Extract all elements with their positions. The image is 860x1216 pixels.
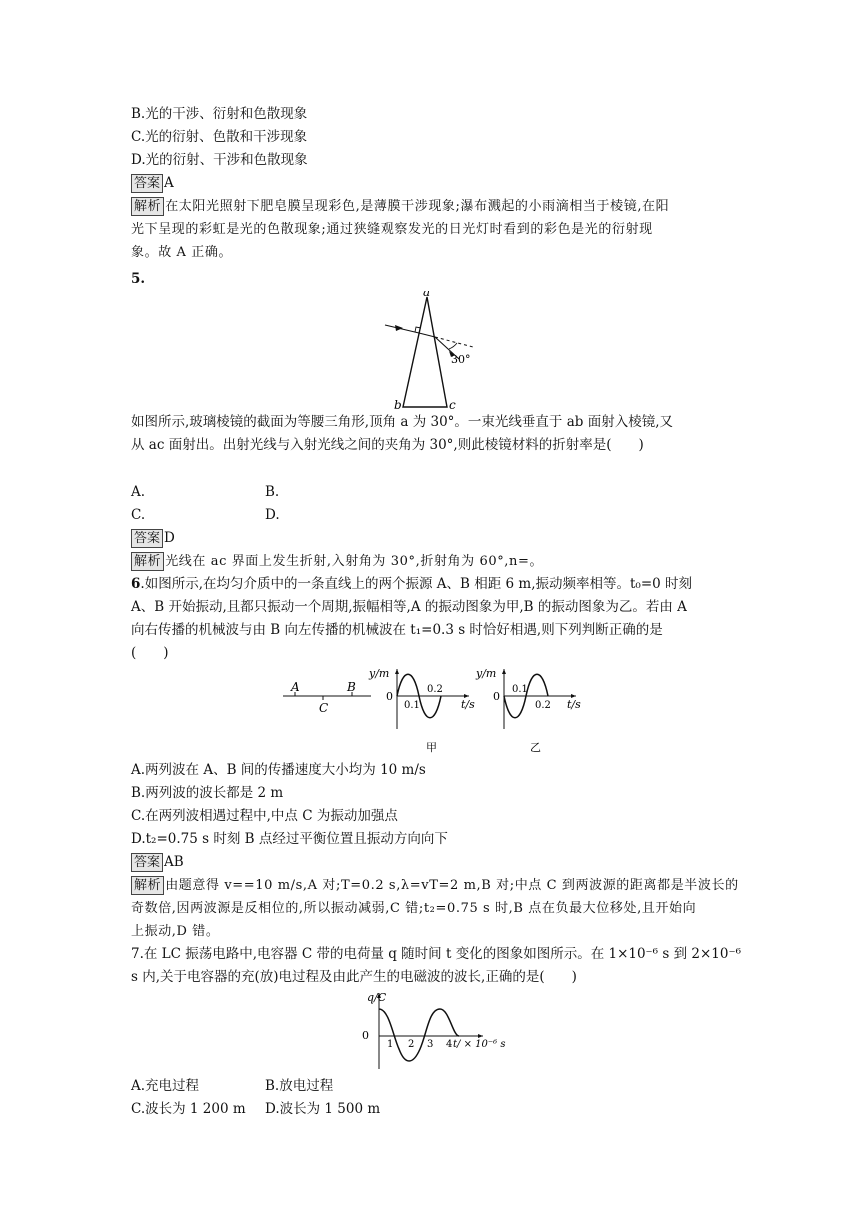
answer-tag: 答案 [131,174,163,193]
q5-stem-line-2: 从 ac 面射出。出射光线与入射光线之间的夹角为 30°,则此棱镜材料的折射率是( ) [131,437,644,453]
q6-option-c: C.在两列波相遇过程中,中点 C 为振动加强点 [131,808,398,824]
yi-t-label: t/s [567,698,581,711]
q6-answer-value: AB [164,854,184,870]
analysis-tag: 解析 [131,197,164,216]
q5-option-d: D. [265,507,280,523]
q7-options [131,1075,731,1121]
answer-tag: 答案 [131,529,163,548]
q7-t-label: t/ × 10⁻⁶ s [453,1039,506,1050]
q5-option-b: B. [265,484,280,500]
q4-option-c: C.光的衍射、色散和干涉现象 [131,129,308,145]
q6-number: 6 [131,576,141,592]
jia-tick-0.2: 0.2 [427,684,443,695]
q7-t-arrow [478,1034,483,1038]
wave-diagrams [131,665,731,757]
prism-diagram [131,291,731,409]
jia-t-label: t/s [461,698,475,711]
q5-answer-value: D [164,530,175,546]
q6-analysis-line-1: 由题意得 v==10 m/s,A 对;T=0.2 s,λ=vT=2 m,B 对;中点 C 到两波源的距离都是半波长的 [165,878,739,893]
q4-option-d: D.光的衍射、干涉和色散现象 [131,152,308,168]
q6-wave-figure [131,665,731,757]
q7-option-a: A.充电过程 [131,1078,200,1094]
q6-analysis [131,874,739,897]
q7-lc-figure [131,989,731,1075]
lc-charge-graph [131,989,731,1075]
prism-triangle [403,297,447,407]
q4-answer [131,172,731,195]
q4-analysis-line-3: 象。故 A 正确。 [131,245,233,260]
q7-q-label: q/C [367,991,387,1004]
jia-tick-0.1: 0.1 [404,700,420,711]
yi-tick-0.2: 0.2 [535,700,551,711]
answer-tag: 答案 [131,853,163,872]
q6-analysis-line-2: 奇数倍,因两波源是反相位的,所以振动减弱,C 错;t₂=0.75 s 时,B 点在负最大位移处,且开始向 [131,901,697,916]
label-midpoint-c: C [319,701,329,715]
analysis-tag: 解析 [131,552,164,571]
yi-y-arrow [502,669,506,674]
q7-stem-line-2: s 内,关于电容器的充(放)电过程及由此产生的电磁波的波长,正确的是( ) [131,969,577,985]
q7-tick-2: 2 [408,1039,415,1050]
label-a: a [423,291,431,299]
incident-arrow [395,325,403,331]
q4-analysis-line-2: 光下呈现的彩虹是光的色散现象;通过狭缝观察发光的日光灯时看到的彩色是光的衍射现 [131,222,653,237]
q4-option-b: B.光的干涉、衍射和色散现象 [131,106,308,122]
q5-analysis [131,550,731,573]
q5-answer [131,527,731,550]
q7-origin: 0 [362,1029,369,1042]
q5-analysis-line-1: 光线在 ac 界面上发生折射,入射角为 30°,折射角为 60°,n=。 [165,554,544,569]
jia-caption: 甲 [426,741,437,754]
yi-y-label: y/m [476,667,497,680]
q7-option-b: B.放电过程 [265,1078,334,1094]
q5-option-a: A. [131,484,146,500]
jia-y-arrow [395,669,399,674]
jia-y-label: y/m [369,667,390,680]
q6-option-d: D.t₂=0.75 s 时刻 B 点经过平衡位置且振动方向向下 [131,831,448,847]
q4-answer-value: A [164,175,174,191]
q6-analysis-line-3: 上振动,D 错。 [131,924,220,939]
label-c: c [449,398,456,409]
q5-number: 5. [131,271,146,287]
q6-answer [131,851,731,874]
q6-stem-line-1 [131,573,731,596]
q6-stem-line-3: 向右传播的机械波与由 B 向左传播的机械波在 t₁=0.3 s 时恰好相遇,则下列判断正确的是 [131,622,663,638]
q4-analysis [131,195,731,218]
q6-stem-line-2: A、B 开始振动,且都只振动一个周期,振幅相等,A 的振动图象为甲,B 的振动图象为乙。若由 A [131,599,687,615]
angle-arc [449,343,457,349]
q7-option-c: C.波长为 1 200 m [131,1101,246,1117]
document-page [131,100,742,1121]
q7-tick-4: 4 [446,1039,453,1050]
q7-option-d: D.波长为 1 500 m [265,1101,381,1117]
analysis-tag: 解析 [131,876,164,895]
q5-prism-figure [131,291,731,409]
yi-origin: 0 [493,690,500,703]
label-b: b [394,398,402,409]
q7-stem-line-1: 7.在 LC 振荡电路中,电容器 C 带的电荷量 q 随时间 t 变化的图象如图所示。在 1×10⁻⁶ s 到 2×10⁻⁶ [131,946,742,962]
label-source-b: B [347,680,356,694]
q7-tick-1: 1 [387,1039,394,1050]
internal-ray [419,333,435,337]
q6-stem-text: .如图所示,在均匀介质中的一条直线上的两个振源 A、B 相距 6 m,振动频率相等。t₀=0 时刻 [140,576,693,592]
q6-stem-line-4: ( ) [131,645,169,661]
label-30deg: 30° [451,353,471,366]
q6-option-b: B.两列波的波长都是 2 m [131,785,284,801]
q7-tick-3: 3 [427,1039,434,1050]
q5-options [131,481,731,527]
yi-caption: 乙 [530,741,541,754]
jia-origin: 0 [386,690,393,703]
label-source-a: A [291,680,300,694]
incident-ray [385,325,419,333]
q4-analysis-line-1: 在太阳光照射下肥皂膜呈现彩色,是薄膜干涉现象;瀑布溅起的小雨滴相当于棱镜,在阳 [165,199,670,214]
q6-option-a: A.两列波在 A、B 间的传播速度大小均为 10 m/s [131,762,426,778]
yi-tick-0.1: 0.1 [512,684,528,695]
q5-stem-line-1: 如图所示,玻璃棱镜的截面为等腰三角形,顶角 a 为 30°。一束光线垂直于 ab 面射入棱镜,又 [131,414,673,430]
q7-waveform [379,1009,459,1061]
q5-option-c: C. [131,507,146,523]
